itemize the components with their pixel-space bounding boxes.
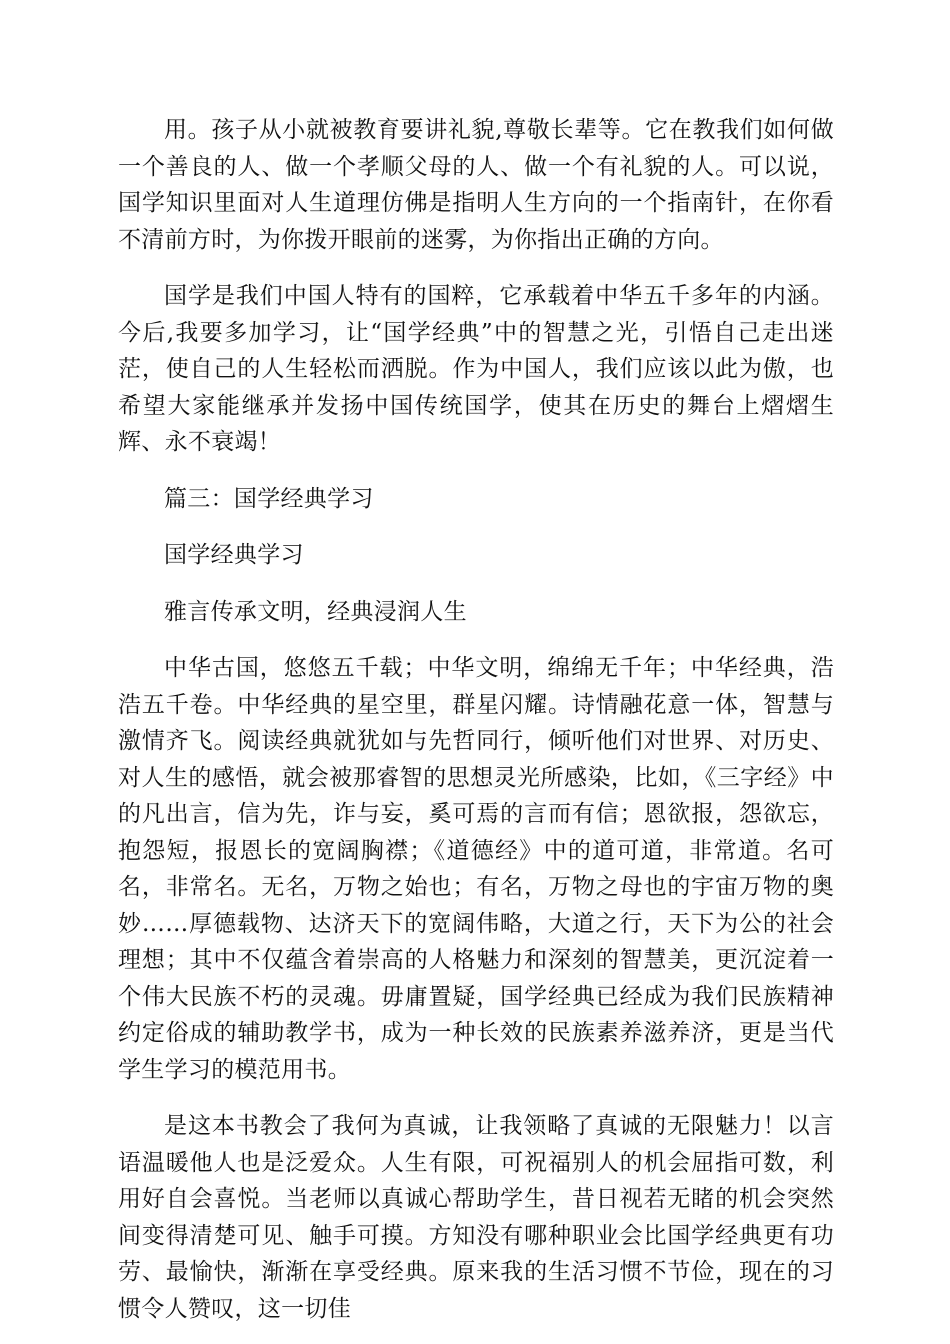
section-heading: 篇三：国学经典学习 xyxy=(164,485,374,512)
article-subtitle: 雅言传承文明，经典浸润人生 xyxy=(164,598,467,625)
paragraph-4: 是这本书教会了我何为真诚，让我领略了真诚的无限魅力！以言语温暖他人也是泛爱众。人生有限，可祝福别人的机会屈指可数，利用好自会喜悦。当老师以真诚心帮助学生，昔日视若无睹的机会突然间变得清楚可见、触手可摸。方知没有哪种职业会比国学经典更有功劳、最愉快，渐渐在享受经典。原来我的生活习惯不节俭，现在的习惯令人赞叹，这一切佳 xyxy=(118,1113,834,1322)
article-title: 国学经典学习 xyxy=(164,542,304,568)
paragraph-2: 国学是我们中国人特有的国粹，它承载着中华五千多年的内涵。今后,我要多加学习，让“国学经典”中的智慧之光，引悟自己走出迷茫，使自己的人生轻松而洒脱。作为中国人，我们应该以此为傲，也希望大家能继承并发扬中国传统国学，使其在历史的舞台上熠熠生辉、永不衰竭！ xyxy=(118,283,834,455)
paragraph-3: 中华古国，悠悠五千载；中华文明，绵绵无千年；中华经典，浩浩五千卷。中华经典的星空里，群星闪耀。诗情融花意一体，智慧与激情齐飞。阅读经典就犹如与先哲同行，倾听他们对世界、对历史、对人生的感悟，就会被那睿智的思想灵光所感染，比如，《三字经》中的凡出言，信为先，诈与妄，奚可焉的言而有信；恩欲报，怨欲忘，抱怨短，报恩长的宽阔胸襟；《道德经》中的道可道，非常道。名可名，非常名。无名，万物之始也；有名，万物之母也的宇宙万物的奥妙……厚德载物、达济天下的宽阔伟略，大道之行，天下为公的社会理想；其中不仅蕴含着崇高的人格魅力和深刻的智慧美，更沉淀着一个伟大民族不朽的灵魂。毋庸置疑，国学经典已经成为我们民族精神约定俗成的辅助教学书，成为一种长效的民族素养滋养济，更是当代学生学习的模范用书。 xyxy=(118,655,834,1083)
paragraph-1: 用。孩子从小就被教育要讲礼貌,尊敬长辈等。它在教我们如何做一个善良的人、做一个孝顺父母的人、做一个有礼貌的人。可以说，国学知识里面对人生道理仿佛是指明人生方向的一个指南针，在你看不清前方时，为你拨开眼前的迷雾，为你指出正确的方向。 xyxy=(118,117,834,253)
